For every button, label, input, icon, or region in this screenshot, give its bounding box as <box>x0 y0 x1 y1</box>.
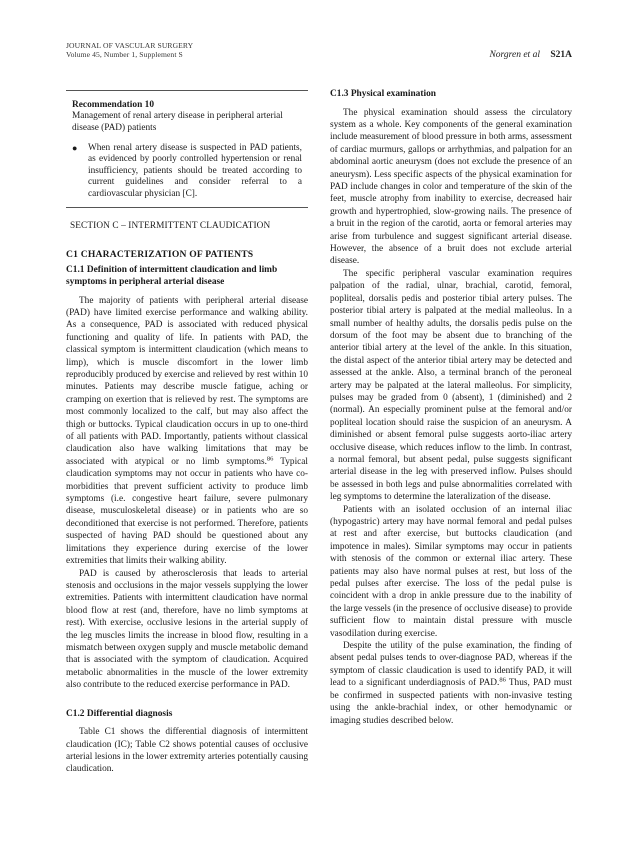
journal-name: JOURNAL OF VASCULAR SURGERY <box>66 41 194 50</box>
paragraph: PAD is caused by atherosclerosis that leads to arterial stenosis and occlusions in the major vessels supplying the lower extremities. Patients with intermittent claudication have normal blood flow at rest (and, therefore, have no limb symptoms at rest). With exercise, occlusive lesions in the arterial supply of the leg muscles limits the increase in blood flow, resulting in a mismatch between oxygen supply and muscle metabolic demand that is associated with the symptom of claudication. Acquired metabolic abnormalities in the muscle of the lower extremity also contribute to the reduced exercise performance in PAD. <box>66 568 308 691</box>
c1-1-heading: C1.1 Definition of intermittent claudication and limb symptoms in peripheral arterial disease <box>66 265 278 287</box>
page-header-right <box>489 50 572 60</box>
paragraph-text: Despite the utility of the pulse examination, the finding of absent pedal pulses tends to over-diagnose PAD, whereas if the symptom of classic claudication is used to identify PAD, it will lead to a significant underdiagnosis of PAD. <box>330 641 572 689</box>
c1-2-heading: C1.2 Differential diagnosis <box>66 708 173 719</box>
running-header <box>66 41 193 60</box>
c1-heading: C1 CHARACTERIZATION OF PATIENTS <box>66 248 254 260</box>
c1-3-heading: C1.3 Physical examination <box>330 89 436 99</box>
reference-marker: 86 <box>499 676 506 684</box>
authors: Norgren et al <box>489 50 540 60</box>
paragraph <box>66 295 308 568</box>
page-number: S21A <box>550 50 572 60</box>
journal-volume: Volume 45, Number 1, Supplement S <box>66 50 183 60</box>
paragraph: The specific peripheral vascular examination requires palpation of the radial, ulnar, brachial, carotid, femoral, popliteal, dorsalis pedis and posterior tibial artery pulses. The posterior tibial artery is palpated at the medial malleolus. In a small number of healthy adults, the dorsalis pedis pulse on the dorsum of the foot may be absent due to branching of the anterior tibial artery at the level of the ankle. In this situation, the distal aspect of the anterior tibial artery may be detected and assessed at the ankle. Also, a terminal branch of the peroneal artery may be palpated at the lateral malleolus. For simplicity, pulses may be graded from 0 (absent), 1 (diminished) and 2 (normal). An especially prominent pulse at the femoral and/or popliteal location should raise the suspicion of an aneurysm. A diminished or absent femoral pulse suggests aorto-iliac artery occlusive disease, which reduces inflow to the limb. In contrast, a normal femoral, but absent pedal, pulse suggests significant arterial disease in the leg with preserved inflow. Pulses should be assessed in both legs and pulse abnormalities correlated with leg symptoms to determine the lateralization of the disease. <box>330 268 572 503</box>
recommendation-bullet <box>72 143 302 201</box>
paragraph: Table C1 shows the differential diagnosis of intermittent claudication (IC); Table C2 shows potential causes of occlusive arterial lesions in the lower extremity arteries potentially causing claudication. <box>66 727 308 775</box>
paragraph: The physical examination should assess the circulatory system as a whole. Key components of the general examination include measurement of blood pressure in both arms, assessment of cardiac murmurs, gallops or arrhythmias, and palpation for an abdominal aortic aneurysm (does not exclude the presence of an aneurysm). Less specific aspects of the physical examination for PAD include changes in color and temperature of the skin of the feet, muscle atrophy from inability to exercise, decreased hair growth and hypertrophied, slow-growing nails. The presence of a bruit in the region of the carotid, aorta or femoral arteries may arise from turbulence and suggest significant arterial disease. However, the absence of a bruit does not exclude arterial disease. <box>330 107 572 267</box>
left-column <box>66 88 308 776</box>
recommendation-bullet-text: When renal artery disease is suspected in PAD patients, as evidenced by poorly controlled hypertension or renal insufficiency, patients should be treated according to current guidelines and consider referral to a cardiovascular physician [C]. <box>88 142 302 199</box>
recommendation-box <box>66 90 308 208</box>
reference-marker: 86 <box>266 455 274 463</box>
paragraph <box>330 640 572 727</box>
section-title: SECTION C – INTERMITTENT CLAUDICATION <box>70 220 271 231</box>
recommendation-subtitle: Management of renal artery disease in peripheral arterial disease (PAD) patients <box>72 111 283 133</box>
paragraph-text: Thus, PAD must be confirmed in suspected patients with non-invasive testing using the ankle-brachial index, or other hemodynamic or imaging studies described below. <box>330 678 572 726</box>
paragraph-text: Typical claudication symptoms may not occur in patients who have co-morbidities that prevent sufficient activity to produce limb symptoms (i.e. congestive heart failure, severe pulmonary disease, musculoskeletal disease) or in patients who are so deconditioned that exercise is not performed. Therefore, patients suspected of having PAD should be questioned about any limitations they experience during exercise of the lower extremities that limits their walking ability. <box>66 456 308 567</box>
right-column <box>330 88 572 727</box>
paragraph-text: The majority of patients with peripheral arterial disease (PAD) have limited exercise performance and walking ability. As a consequence, PAD is associated with reduced physical functioning and quality of life. In patients with PAD, the classical symptom is intermittent claudication (which means to limp), which is muscle discomfort in the lower limb reproducibly produced by exercise and relieved by rest within 10 minutes. Patients may describe muscle fatigue, aching or cramping on exertion that is relieved by rest. The symptoms are most commonly localized to the calf, but may also affect the thigh or buttocks. Typical claudication occurs in up to one-third of all patients with PAD. Importantly, patients without classical claudication also have walking limitations that may be associated with atypical or no limb symptoms. <box>66 295 308 467</box>
recommendation-title: Recommendation 10 <box>72 100 155 110</box>
bullet-icon: ● <box>72 142 78 153</box>
paragraph: Patients with an isolated occlusion of an internal iliac (hypogastric) artery may have normal femoral and pedal pulses at rest and after exercise, but buttocks claudication (and impotence in males). Similar symptoms may occur in patients with stenosis of the common or external iliac artery. These patients may also have normal pulses at rest, but loss of the pedal pulses after exercise. The loss of the pedal pulse is coincident with a drop in ankle pressure due to the inability of the large vessels (in the presence of occlusive disease) to provide sufficient flow to maintain distal pressure with muscle vasodilation during exercise. <box>330 504 572 639</box>
